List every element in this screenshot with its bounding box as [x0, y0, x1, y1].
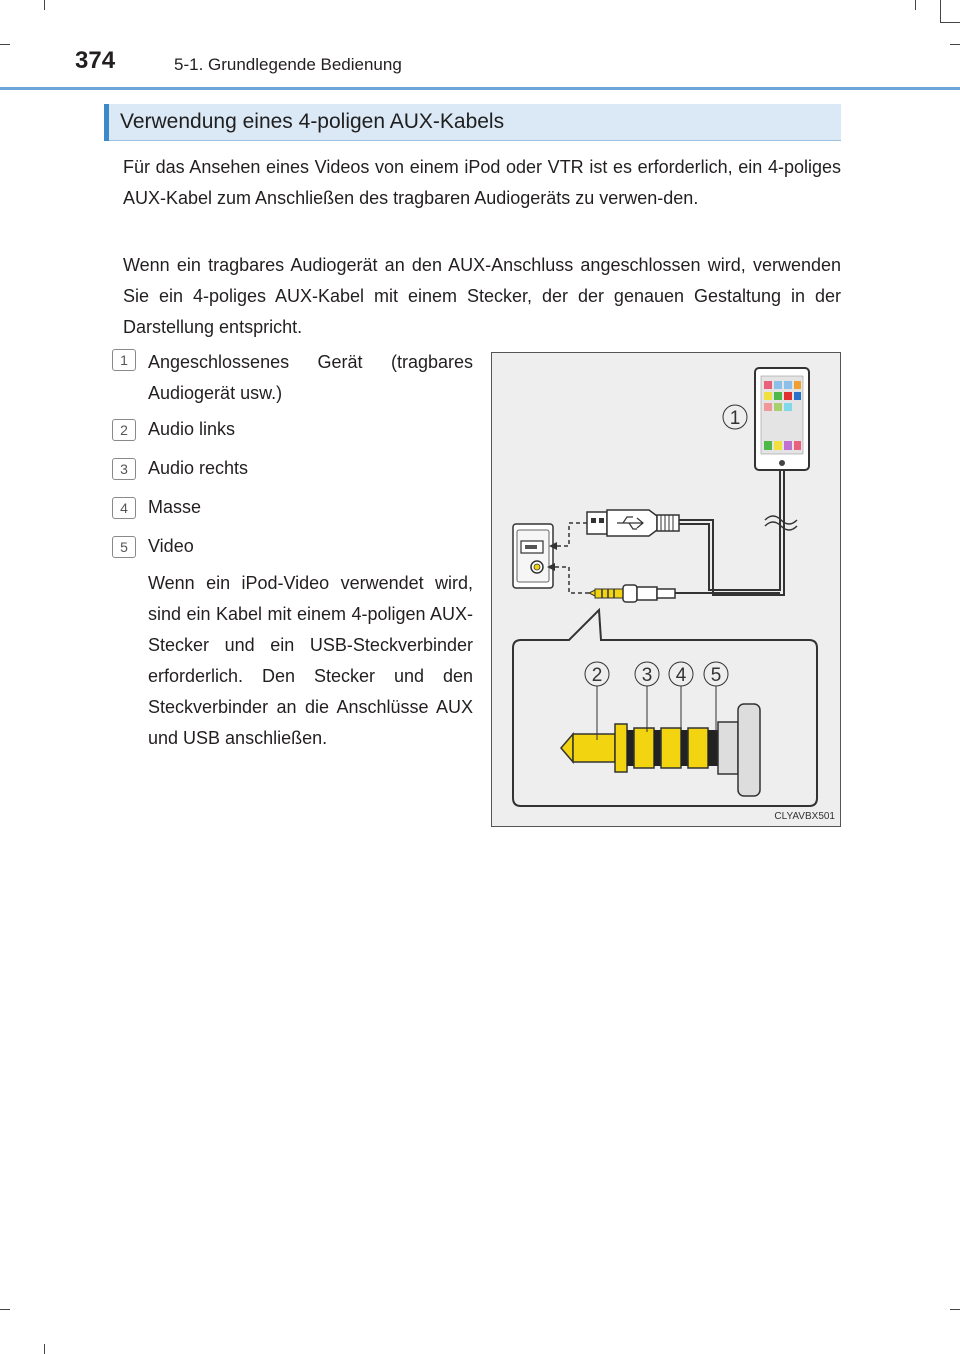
heading-accent [104, 104, 109, 141]
connection-figure [491, 352, 841, 827]
item-number-badge: 2 [112, 419, 136, 441]
crop-mark [950, 44, 960, 45]
crop-mark [915, 0, 916, 10]
chapter-title: 5-1. Grundlegende Bedienung [174, 55, 402, 74]
callout-2: 2 [591, 665, 603, 686]
item-label-connected-device: Angeschlossenes Gerät (tragbares Audiogerät usw.) [148, 352, 473, 403]
figure-code: CLYAVBX501 [774, 811, 835, 822]
crop-mark [940, 0, 941, 22]
intro-paragraph: Für das Ansehen eines Videos von einem iPod oder VTR ist es erforderlich, ein 4-poliges AUX-Kabel zum Anschließen des tragbaren Audiogeräts zu verwen-den. [123, 157, 841, 208]
item-number-badge: 1 [112, 349, 136, 371]
crop-mark [0, 44, 10, 45]
header-rule [0, 87, 960, 90]
video-note: Wenn ein iPod-Video verwendet wird, sind ein Kabel mit einem 4-poligen AUX-Stecker und ein USB-Steckverbinder erforderlich. Den Stecker und den Steckverbinder an die Anschlüsse AUX und USB anschließen. [148, 573, 473, 748]
smartphone-icon [755, 368, 809, 470]
crop-mark [940, 22, 960, 23]
car-port-icon [513, 524, 553, 588]
item-label-video: Video [148, 536, 194, 556]
crop-mark [950, 1309, 960, 1310]
item-number-badge: 5 [112, 536, 136, 558]
item-number-badge: 4 [112, 497, 136, 519]
section-heading [104, 104, 841, 141]
crop-mark [44, 0, 45, 10]
crop-mark [44, 1344, 45, 1354]
item-label-audio-left: Audio links [148, 419, 236, 439]
magnified-view-bubble [513, 610, 817, 806]
page-number: 374 [75, 47, 116, 74]
callout-5: 5 [710, 665, 722, 686]
section-title: Verwendung eines 4-poligen AUX-Kabels [120, 110, 505, 133]
callout-1: 1 [729, 408, 741, 429]
callout-4: 4 [675, 665, 687, 686]
item-number-badge: 3 [112, 458, 136, 480]
item-label-ground: Masse [148, 497, 202, 517]
figure-svg [491, 352, 841, 827]
callout-3: 3 [641, 665, 653, 686]
crop-mark [0, 1309, 10, 1310]
usage-paragraph: Wenn ein tragbares Audiogerät an den AUX-Anschluss angeschlossen wird, verwenden Sie ein 4-poliges AUX-Kabel mit einem Stecker, der der genauen Gestaltung in der Darstellung entspricht. [123, 255, 841, 337]
item-label-audio-right: Audio rechts [148, 458, 249, 478]
